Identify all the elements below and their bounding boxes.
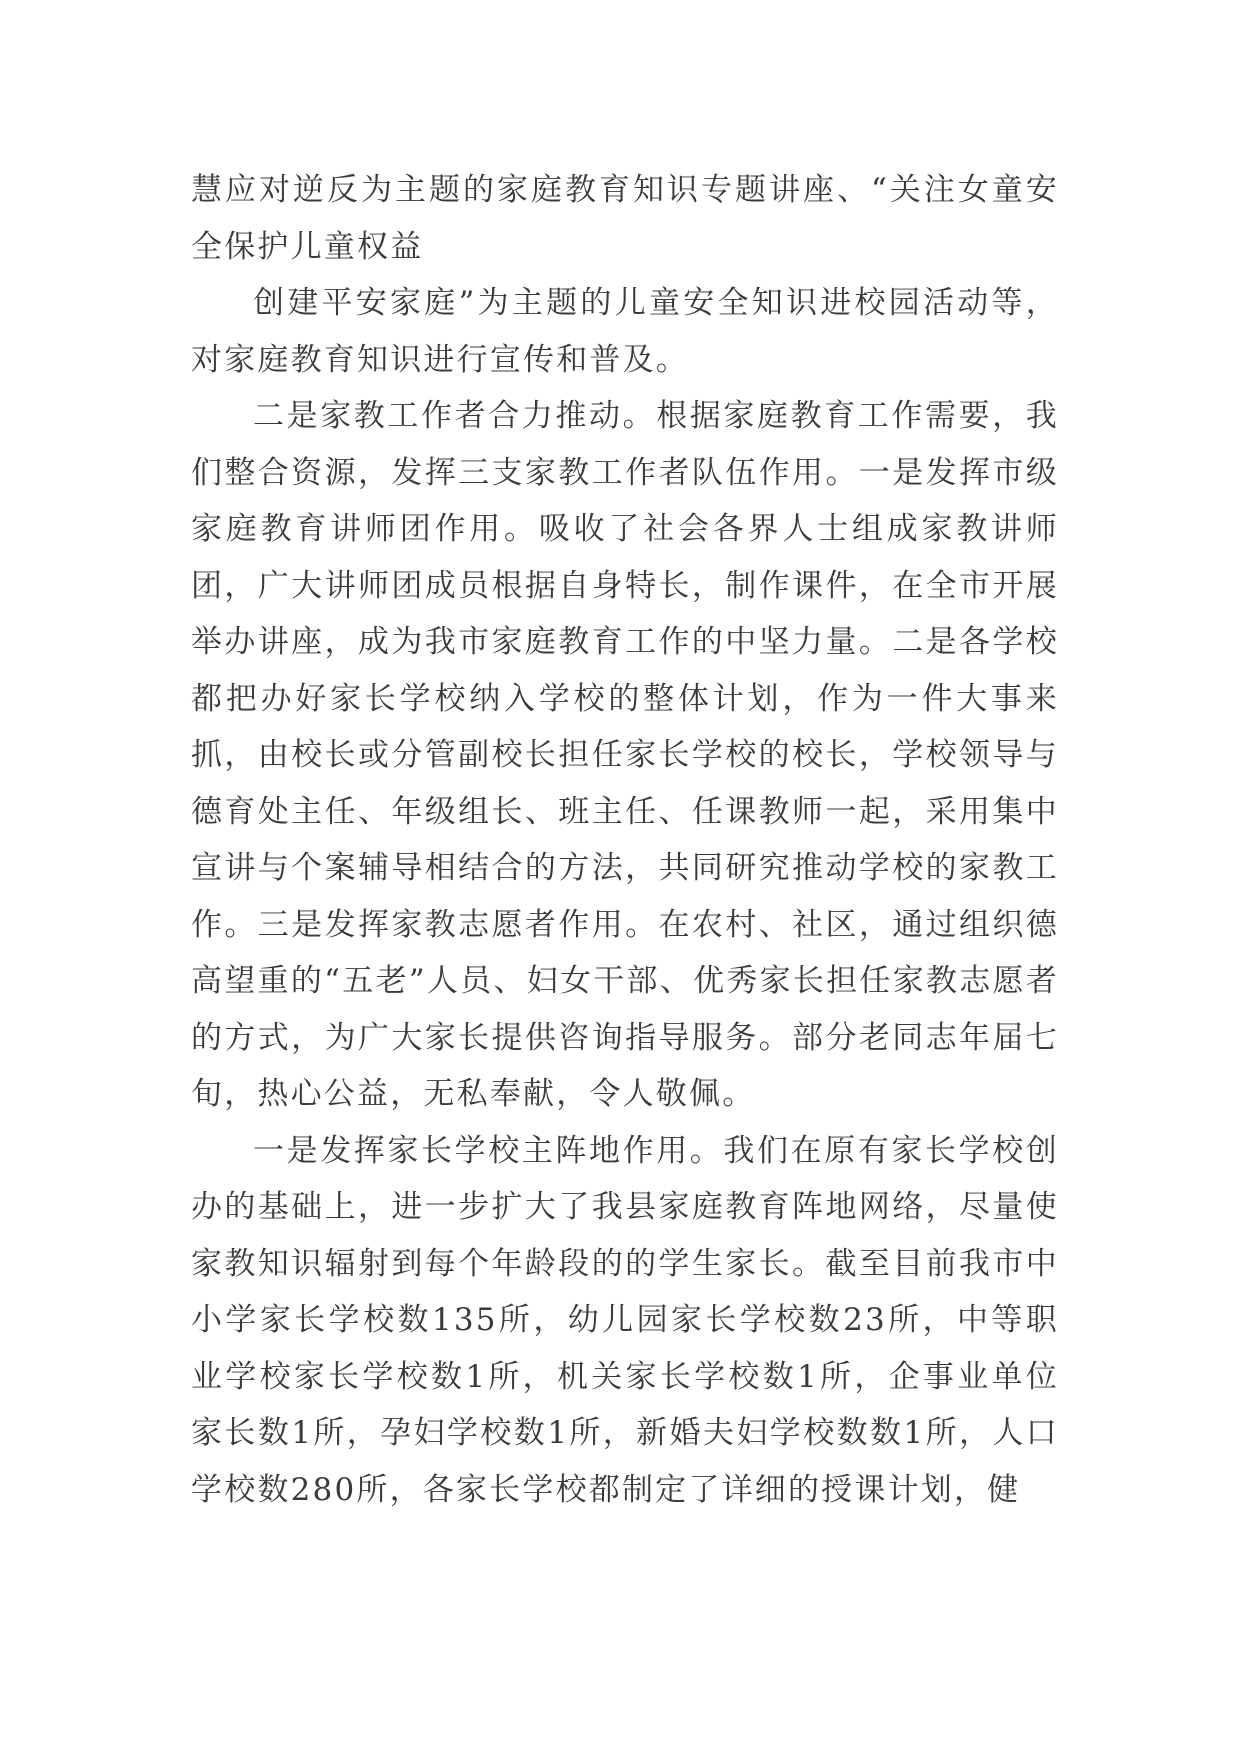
paragraph-2: 创建平安家庭”为主题的儿童安全知识进校园活动等，对家庭教育知识进行宣传和普及。 <box>191 285 1059 378</box>
paragraph-3: 二是家教工作者合力推动。根据家庭教育工作需要，我们整合资源，发挥三支家教工作者队伍作用。一是发挥市级家庭教育讲师团作用。吸收了社会各界人士组成家教讲师团，广大讲师团成员根据自身特长，制作课件，在全市开展举办讲座，成为我市家庭教育工作的中坚力量。二是各学校都把办好家长学校纳入学校的整体计划，作为一件大事来抓，由校长或分管副校长担任家长学校的校长，学校领导与德育处主任、年级组长、班主任、任课教师一起，采用集中宣讲与个案辅导相结合的方法，共同研究推动学校的家教工作。三是发挥家教志愿者作用。在农村、社区，通过组织德高望重的“五老”人员、妇女干部、优秀家长担任家教志愿者的方式，为广大家长提供咨询指导服务。部分老同志年届七旬，热心公益，无私奉献，令人敬佩。 <box>191 398 1059 1112</box>
document-body <box>191 162 1059 1518</box>
paragraph-1: 慧应对逆反为主题的家庭教育知识专题讲座、“关注女童安全保护儿童权益 <box>191 172 1059 265</box>
paragraph-4: 一是发挥家长学校主阵地作用。我们在原有家长学校创办的基础上，进一步扩大了我县家庭教育阵地网络，尽量使家教知识辐射到每个年龄段的的学生家长。截至目前我市中小学家长学校数135所，幼儿园家长学校数23所，中等职业学校家长学校数1所，机关家长学校数1所，企事业单位家长数1所，孕妇学校数1所，新婚夫妇学校数数1所，人口学校数280所，各家长学校都制定了详细的授课计划，健 <box>191 1132 1059 1508</box>
